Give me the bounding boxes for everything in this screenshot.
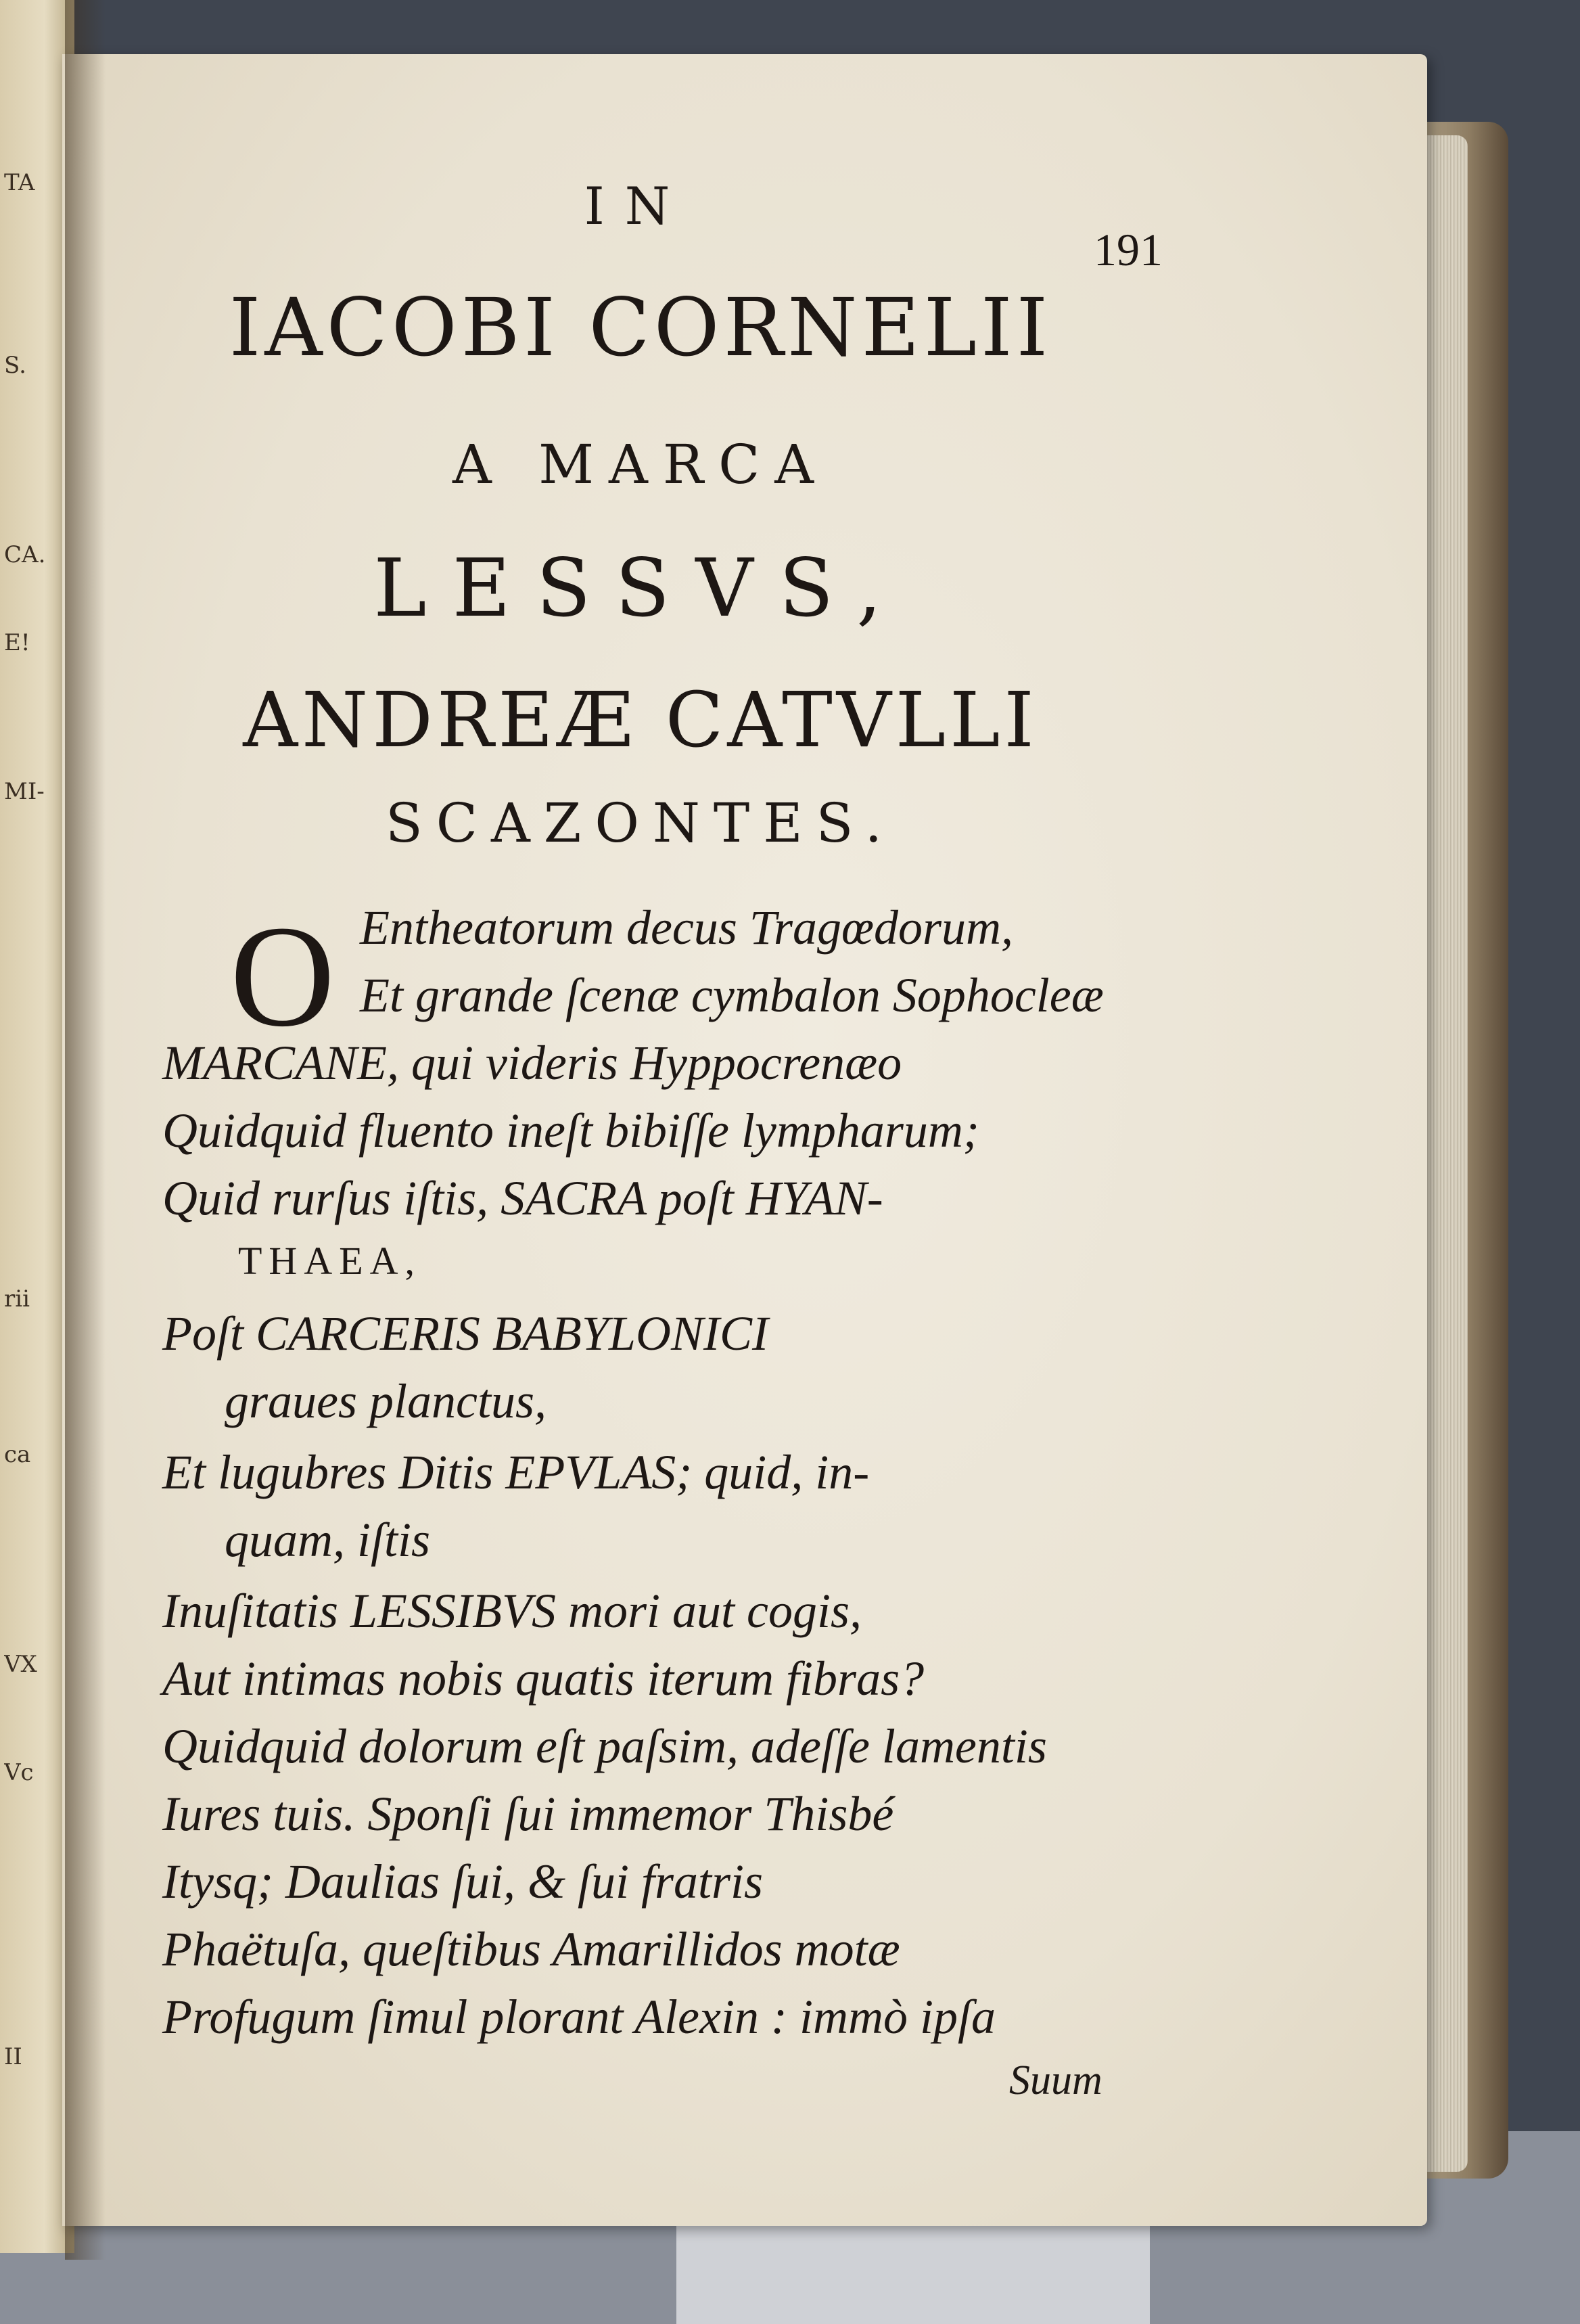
heading-author-2: ANDREÆ CATVLLI: [243, 677, 1038, 765]
left-fragment: rii: [4, 1285, 30, 1313]
heading-title: LESSVS,: [373, 541, 908, 635]
recto-page: [62, 54, 1427, 2226]
poem-line: Quidquid dolorum eſt paſsim, adeſſe lamentis: [162, 1719, 1047, 1773]
heading-meter: SCAZONTES.: [385, 792, 896, 855]
left-fragment: MI-: [4, 778, 45, 805]
poem-line: Phaëtuſa, queſtibus Amarillidos motæ: [162, 1922, 900, 1976]
left-fragment: E!: [4, 629, 30, 656]
poem-line: THAEA,: [238, 1239, 422, 1283]
gutter-shadow: [65, 0, 106, 2260]
poem-line: Quid rurſus iſtis, SACRA poſt HYAN-: [162, 1171, 883, 1225]
heading-surname: A MARCA: [452, 433, 829, 496]
catchword: Suum: [1009, 2057, 1102, 2103]
left-page-text: [4, 0, 72, 2253]
left-fragment: VX: [4, 1651, 37, 1678]
poem-line: Iures tuis. Sponſi ſui immemor Thisbé: [162, 1787, 894, 1841]
heading-in: IN: [584, 176, 691, 236]
left-fragment: Vc: [4, 1759, 34, 1786]
page-number: 191: [1094, 224, 1163, 275]
poem-line: Entheatorum decus Tragœdorum,: [360, 901, 1014, 955]
poem-line: Inuſitatis LESSIBVS mori aut cogis,: [162, 1584, 862, 1638]
drop-cap: O: [230, 895, 335, 1057]
poem-line: MARCANE, qui videris Hyppocrenæo: [162, 1036, 902, 1090]
poem-line: Quidquid fluento ineſt bibiſſe lympharum;: [162, 1103, 979, 1158]
left-fragment: CA.: [4, 541, 46, 568]
poem-line: Itysq; Daulias ſui, & ſui fratris: [162, 1854, 764, 1909]
left-fragment: II: [4, 2043, 22, 2070]
poem-line: Et lugubres Ditis EPVLAS; quid, in-: [162, 1445, 870, 1499]
poem-line: quam, iſtis: [225, 1513, 431, 1567]
poem-line: Et grande ſcenæ cymbalon Sophocleæ: [360, 968, 1104, 1022]
poem-line: Aut intimas nobis quatis iterum fibras?: [162, 1651, 925, 1706]
poem-line: Profugum ſimul plorant Alexin : immò ipſa: [162, 1990, 996, 2044]
poem-line: Poſt CARCERIS BABYLONICI: [162, 1306, 768, 1361]
poem-line: graues planctus,: [225, 1374, 547, 1428]
left-fragment: S.: [4, 352, 26, 379]
heading-author: IACOBI CORNELII: [229, 281, 1052, 374]
left-fragment: ca: [4, 1441, 31, 1468]
left-fragment: TA: [4, 169, 35, 196]
